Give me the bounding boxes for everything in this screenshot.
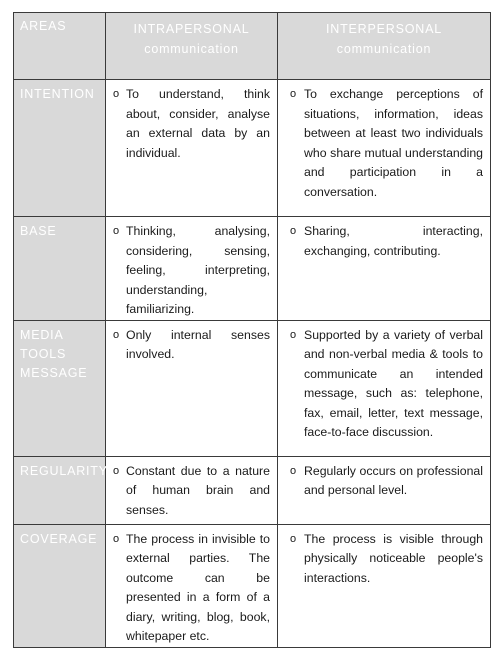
- interpersonal-cell: [278, 524, 491, 647]
- bullet-icon: o: [290, 225, 297, 237]
- header-intra-subtitle: communication: [144, 42, 239, 56]
- comparison-table: [13, 12, 491, 648]
- cell-text: Regularly occurs on professional and personal level.: [304, 463, 483, 497]
- bullet-icon: o: [290, 464, 297, 477]
- intrapersonal-cell: [106, 456, 278, 524]
- cell-text: To exchange perceptions of situations, information, ideas between at least two individuals who share mutual understanding and participation in a conversation.: [304, 87, 483, 199]
- cell-text: The process in invisible to external parties. The outcome can be presented in a form of a diary, writing, blog, book, whitepaper etc.: [126, 531, 270, 643]
- table-row: [14, 80, 491, 217]
- cell-text: Only internal senses involved.: [126, 327, 270, 361]
- interpersonal-cell: [278, 80, 491, 217]
- cell-text: The process is visible through physically noticeable people's interactions.: [304, 531, 483, 585]
- intrapersonal-cell: [106, 524, 278, 647]
- bullet-icon: o: [113, 464, 120, 477]
- header-areas: AREAS: [14, 13, 106, 80]
- bullet-icon: o: [290, 88, 297, 100]
- row-area-label: COVERAGE: [14, 524, 106, 647]
- header-row: [14, 13, 491, 80]
- header-intrapersonal: [106, 13, 278, 80]
- cell-text: Sharing, interacting, exchanging, contributing.: [304, 224, 483, 258]
- interpersonal-cell: [278, 320, 491, 456]
- header-interpersonal: [278, 13, 491, 80]
- header-inter-title: INTERPERSONAL: [326, 22, 442, 36]
- interpersonal-cell: [278, 217, 491, 321]
- bullet-icon: o: [290, 532, 297, 545]
- intrapersonal-cell: [106, 217, 278, 321]
- table-row: [14, 217, 491, 321]
- row-area-label: INTENTION: [14, 80, 106, 217]
- header-inter-subtitle: communication: [336, 42, 432, 56]
- cell-text: To understand, think about, consider, analyse an external data by an individual.: [126, 87, 270, 160]
- cell-text: Constant due to a nature of human brain and senses.: [126, 463, 270, 517]
- row-area-label: BASE: [14, 217, 106, 321]
- row-area-label: REGULARITY: [14, 456, 106, 524]
- bullet-icon: o: [113, 88, 120, 100]
- cell-text: Supported by a variety of verbal and non-verbal media & tools to communicate an intended message, such as: telephone, fax, email, letter, text message, face-to-face discussion.: [304, 327, 483, 439]
- table-row: [14, 320, 491, 456]
- bullet-icon: o: [113, 225, 120, 237]
- bullet-icon: o: [113, 532, 120, 545]
- cell-text: Thinking, analysing, considering, sensing, feeling, interpreting, understanding, familiarizing.: [126, 224, 270, 316]
- row-area-label: MEDIA TOOLS MESSAGE: [14, 320, 106, 456]
- table-row: [14, 456, 491, 524]
- bullet-icon: o: [113, 328, 120, 341]
- interpersonal-cell: [278, 456, 491, 524]
- intrapersonal-cell: [106, 320, 278, 456]
- header-intra-title: INTRAPERSONAL: [133, 22, 250, 36]
- bullet-icon: o: [290, 328, 297, 341]
- table-row: [14, 524, 491, 647]
- intrapersonal-cell: [106, 80, 278, 217]
